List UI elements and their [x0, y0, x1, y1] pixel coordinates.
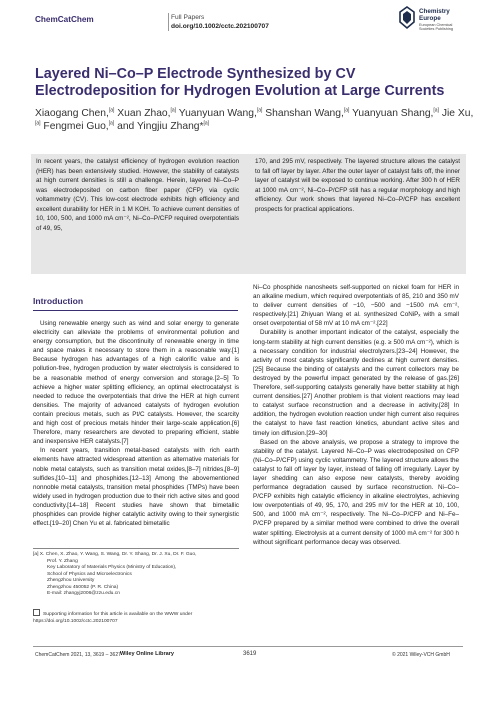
paragraph: In recent years, transition metal-based catalysts with rich earth elements have attracted widespread attention as alternative materials for noble metal catalysts, such as transition metal oxides,[8–7] nitrides,[8–9] sulfides,[10–11] and phosphides.[12–13] Among the abovementioned nonnoble metal catalysts, transition metal phosphides (TMPs) have been widely used in hydrogen production due to their rich active sites and good conductivity.[14–18] Recent studies have shown that bimetallic phosphides can provide higher catalytic activity owing to their synergistic effect.[19–20] Chen Yu et al. fabricated bimetallic	[33, 447, 239, 528]
supporting-info-note	[33, 609, 239, 625]
article-type: Full Papers	[171, 14, 205, 21]
footnote-email[interactable]: E-mail: zhangyj2006@zzu.edu.cn	[47, 591, 120, 596]
affiliation-footnote	[33, 552, 239, 598]
footer-citation: ChemCatChem 2021, 13, 3619 – 3627	[35, 652, 121, 658]
article-title: Layered Ni–Co–P Electrode Synthesized by CV Electrodeposition for Hydrogen Evolution at Large Currents	[35, 66, 445, 99]
logo-sub-line2: Societies Publishing	[419, 27, 453, 32]
page-number: 3619	[243, 651, 257, 657]
doi-link[interactable]: doi.org/10.1002/cctc.202100707	[171, 23, 269, 30]
author: Xuan Zhao,[a]	[114, 107, 177, 119]
wiley-online-library-link[interactable]: Wiley Online Library	[120, 651, 175, 657]
paragraph: Durability is another important indicator of the catalyst, especially the long-term stability at high current densities (e.g. ≥ 500 mA cm⁻²), which is a necessary condition for industrial electrolyzers.[23–24] However, the activity of most catalysts significantly declines at high current densities.[25] Because the binding of catalysts and the current collectors may be destroyed by the powerful impact generated by the release of gas.[26] Therefore, self-supporting catalysts generally have better stability at high current densities.[27] Another problem is that violent reactions may lead to catalyst surface reconstruction and a decrease in activity.[28] In addition, the hydrogen evolution reaction under high current also requires the catalyst to have fast reaction kinetics, abundant active sites and timely ion diffusion.[29–30]	[253, 329, 459, 437]
author: Yuanyuan Shang,[a]	[349, 107, 439, 119]
paragraph: Based on the above analysis, we propose a strategy to improve the stability of the catalyst. Layered Ni–Co–P was electrodeposited on CFP (Ni–Co–P/CFP) using cyclic voltammetry. The layered structure allows the catalyst to fall off layer by layer, instead of falling off irregularly. Layer by layer shedding can also expose new catalysts, thereby avoiding performance degradation caused by surface reconstruction. Ni–Co–P/CFP exhibits high catalytic efficiency in alkaline electrolytes, achieving low overpotentials of 49, 95, 170, and 295 mV for the HER at 10, 100, 500, and 1000 mA cm⁻², respectively. The Ni–Co–P/CFP and Ni–Fe–P/CFP prepared by a similar method were combined to drive the overall water splitting. Electrolysis at a current density of 1000 mA cm⁻² for 300 h without significant performance decay was observed.	[253, 438, 459, 546]
copyright: © 2021 Wiley-VCH GmbH	[392, 652, 450, 658]
abstract-left-column: In recent years, the catalyst efficiency of hydrogen evolution reaction (HER) has been extensively studied. However, the stability of catalysts at high current densities is still a challenge. Herein, layered Ni–Co–P was electrodeposited on carbon fiber paper (CFP) via cyclic voltammetry (CV). This low-cost electrode exhibits high efficiency and excellent durability for HER in 1 M KOH. To achieve current densities of 10, 100, 500, and 1000 mA cm⁻², Ni–Co–P/CFP required overpotentials of 49, 95,	[36, 158, 239, 232]
abstract-right-column: 170, and 295 mV, respectively. The layered structure allows the catalyst to fall off layer by layer. After the outer layer of catalyst falls off, the inner layer of catalyst will be exposed to continue working. After 300 h of HER at 1000 mA cm⁻², Ni–Co–P/CFP still has a regular morphology and high efficiency. Our work shows that layered Ni–Co–P/CFP has excellent prospects for practical applications.	[255, 158, 460, 213]
logo-title-line1: Chemistry	[419, 8, 450, 15]
author: Shanshan Wang,[a]	[262, 107, 350, 119]
footnote-divider	[33, 548, 239, 549]
supporting-info-text[interactable]: Supporting information for this article is available on the WWW under https://doi.org/10.1002/cctc.202100707	[33, 612, 193, 624]
author: Jie Xu,[a]	[35, 108, 474, 127]
footnote-line: School of Physics and Microelectronics	[47, 571, 132, 577]
footnote-line: Prof. Y. Zhang	[47, 558, 78, 564]
chemistry-europe-logo	[398, 6, 488, 38]
footnote-line: [a] X. Chen, X. Zhao, Y. Wang, S. Wang, Dr. Y. Shang, Dr. J. Xu, Dr. F. Guo,	[33, 552, 197, 557]
footnote-line: Zhengzhou University	[47, 578, 95, 583]
author: Xiaogang Chen,[a]	[35, 107, 115, 119]
right-column-body	[253, 283, 459, 547]
footnote-line: Key Laboratory of Materials Physics (Ministry of Education),	[47, 565, 177, 570]
paragraph: Using renewable energy such as wind and solar energy to generate electricity can alleviate the problems of environmental pollution and energy consumption, but the discontinuity of renewable energy in time and space makes it necessary to store them in a reasonable way.[1] Because hydrogen has advantages of a high calorific value and is pollution-free, hydrogen production by water electrolysis is considered to be a reasonable method of energy conversion and storage.[2–5] To achieve a higher water splitting efficiency, an optimal electrocatalyst is needed to reduce the overpotentials that drive the HER at high current densities. The majority of advanced catalysts of hydrogen evolution contain precious metals, such as Pt/C catalysts. However, the scarcity and high cost of precious metals hinder their large-scale application.[6] Therefore, many researchers are devoted to preparing efficient, stable and inexpensive HER catalysts.[7]	[33, 320, 239, 446]
section-heading-introduction: Introduction	[33, 296, 238, 311]
logo-sub-line1: European Chemical	[419, 23, 453, 27]
paragraph: Ni–Co phosphide nanosheets self-supported on nickel foam for HER in an alkaline medium, which required overpotentials of 85, 210 and 350 mV to deliver current densities of −10, −500 and −1500 mA cm⁻², respectively.[21] Zhiyuan Wang et al. synthesized CoNiPₓ with a small onset overpotential of 58 mV at 10 mA cm⁻².[22]	[253, 284, 459, 328]
author: Fengmei Guo,[a]	[40, 120, 115, 132]
logo-title-line2: Europe	[419, 15, 441, 22]
logo-mark-icon	[398, 6, 416, 30]
left-column-body	[33, 319, 239, 528]
supporting-info-icon	[33, 609, 40, 616]
journal-name: ChemCatChem	[35, 15, 94, 24]
footer-divider	[33, 646, 463, 647]
author: and Yingjiu Zhang*[a]	[114, 120, 210, 132]
footnote-line: Zhengzhou 450052 (P. R. China)	[47, 584, 119, 590]
author: Yuanyuan Wang,[a]	[176, 107, 263, 119]
author-list	[35, 108, 475, 134]
header-divider	[168, 13, 169, 31]
